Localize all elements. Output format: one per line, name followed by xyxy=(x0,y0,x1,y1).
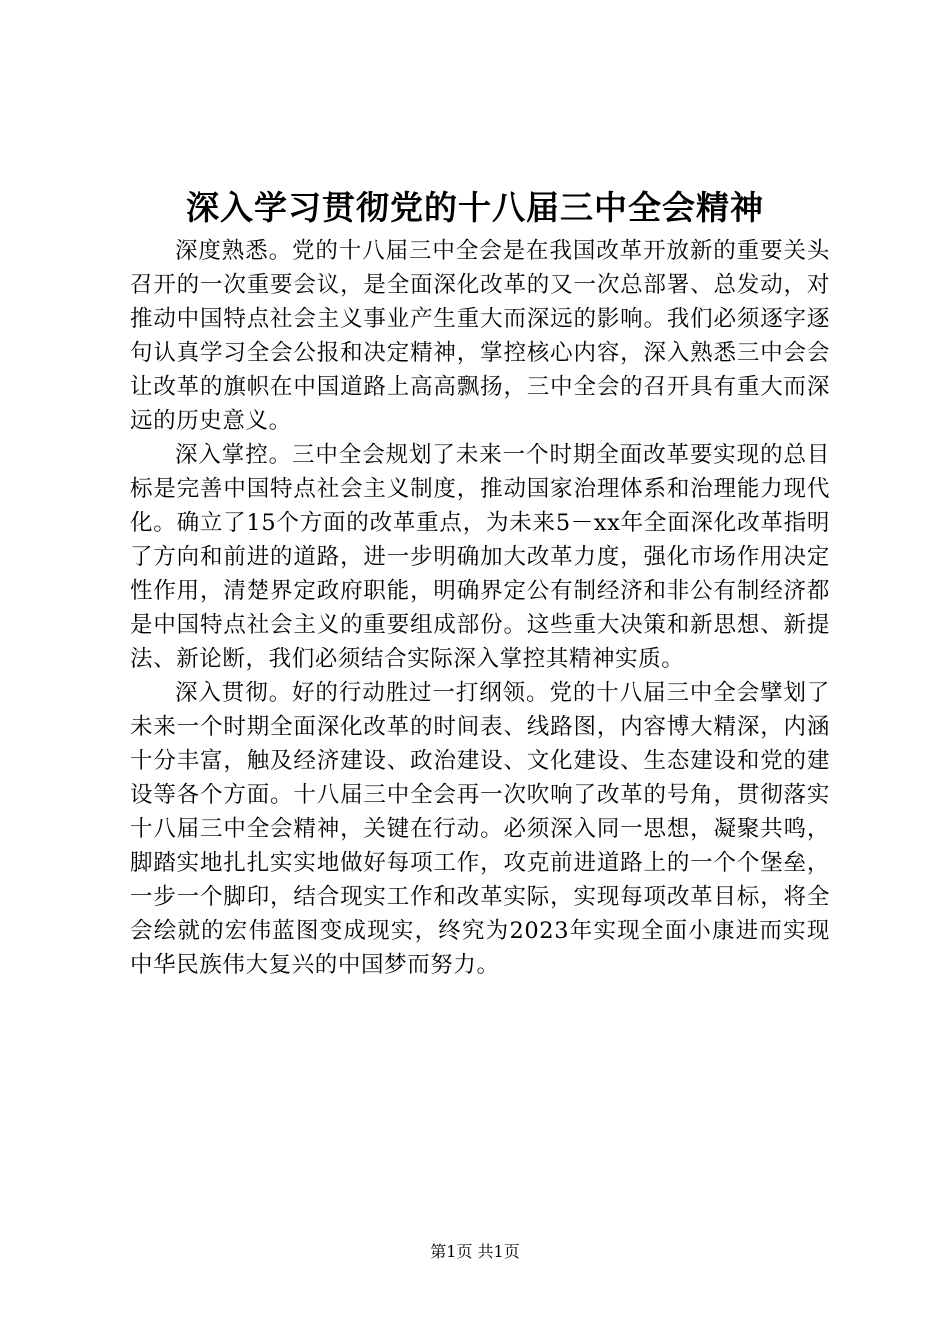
paragraph-mastery: 深入掌控。三中全会规划了未来一个时期全面改革要实现的总目标是完善中国特点社会主义制度，推动国家治理体系和治理能力现代化。确立了15个方面的改革重点，为未来5－xx年全面深化改革指明了方向和前进的道路，进一步明确加大改革力度，强化市场作用决定性作用，清楚界定政府职能，明确界定公有制经济和非公有制经济都是中国特点社会主义的重要组成部份。这些重大决策和新思想、新提法、新论断，我们必须结合实际深入掌控其精神实质。 xyxy=(130,442,830,672)
paragraph-implementation: 深入贯彻。好的行动胜过一打纲领。党的十八届三中全会擘划了未来一个时期全面深化改革的时间表、线路图，内容博大精深，内涵十分丰富，触及经济建设、政治建设、文化建设、生态建设和党的建设等各个方面。十八届三中全会再一次吹响了改革的号角，贯彻落实十八届三中全会精神，关键在行动。必须深入同一思想，凝聚共鸣，脚踏实地扎扎实实地做好每项工作，攻克前进道路上的一个个堡垒，一步一个脚印，结合现实工作和改革实际，实现每项改革目标，将全会绘就的宏伟蓝图变成现实，终究为2023年实现全面小康进而实现中华民族伟大复兴的中国梦而努力。 xyxy=(130,680,830,978)
page-footer: 第1页 共1页 xyxy=(430,1242,520,1261)
paragraph-understanding: 深度熟悉。党的十八届三中全会是在我国改革开放新的重要关头召开的一次重要会议，是全面深化改革的又一次总部署、总发动，对推动中国特点社会主义事业产生重大而深远的影响。我们必须逐字逐句认真学习全会公报和决定精神，掌控核心内容，深入熟悉三中会会让改革的旗帜在中国道路上高高飘扬，三中全会的召开具有重大而深远的历史意义。 xyxy=(130,238,830,434)
document-body xyxy=(130,234,830,982)
document-title: 深入学习贯彻党的十八届三中全会精神 xyxy=(186,188,764,227)
